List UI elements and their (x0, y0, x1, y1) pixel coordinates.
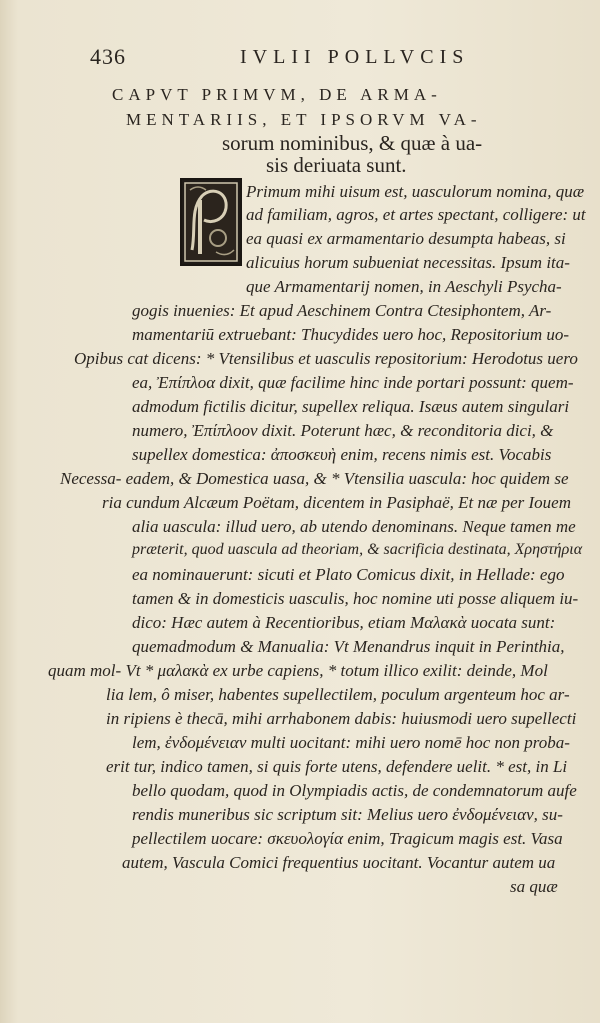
body-line-23: in ripiens è thecā, mihi arrhabonem dabis: huiusmodi uero supellecti (106, 709, 577, 728)
body-line-7: mamentariū extruebant: Thucydides uero hoc, Repositorium uo- (132, 325, 570, 344)
page-number: 436 (90, 44, 126, 69)
body-line-17: ea nominauerunt: sicuti et Plato Comicus dixit, in Hellade: ego (132, 565, 565, 584)
body-line-20: quemadmodum & Manualia: Vt Menandrus inquit in Perinthia, (132, 637, 565, 656)
catchword: sa quæ (510, 877, 558, 896)
body-line-14: ria cundum Alcæum Poëtam, dicentem in Pasiphaë, Et næ per Iouem (102, 493, 571, 512)
body-line-9: ea, Ἐπίπλοα dixit, quæ facilime hinc inde portari possunt: quem- (132, 373, 574, 392)
body-line-11: numero, Ἐπίπλοον dixit. Poterunt hæc, & reconditoria dici, & (132, 421, 554, 440)
body-line-26: bello quodam, quod in Olympiadis actis, de condemnatorum aufe (132, 781, 577, 800)
body-line-18: tamen & in domesticis uasculis, hoc nomine uti posse aliquem iu- (132, 589, 579, 608)
chapter-heading-line-1: CAPVT PRIMVM, DE ARMA- (112, 85, 442, 104)
body-line-4: alicuius horum subueniat necessitas. Ipsum ita- (246, 253, 570, 272)
body-line-29: autem, Vascula Comici frequentius uocitant. Vocantur autem ua (122, 853, 556, 872)
body-line-12: supellex domestica: ἀποσκευὴ enim, recens nimis est. Vocabis (132, 445, 552, 464)
body-line-8: Opibus cat dicens: * Vtensilibus et uasculis repositorium: Herodotus uero (74, 349, 578, 368)
body-line-24: lem, ἐνδομένειαν multi uocitant: mihi uero nomē hoc non proba- (132, 733, 570, 752)
page-header (90, 44, 540, 70)
body-line-15: alia uascula: illud uero, ab utendo denominans. Neque tamen me (132, 517, 576, 536)
body-line-27: rendis muneribus sic scriptum sit: Melius uero ἐνδομένειαν, su- (132, 805, 563, 824)
initial-ornament-icon (182, 180, 240, 264)
body-line-16: præterit, quod uascula ad theoriam, & sacrificia destinata, Χρηστήρια (132, 541, 583, 558)
body-line-28: pellectilem uocare: σκευολογία enim, Tragicum magis est. Vasa (132, 829, 563, 848)
running-head: IVLII POLLVCIS (240, 46, 470, 68)
chapter-heading-line-2: MENTARIIS, ET IPSORVM VA- (126, 110, 482, 129)
body-line-21: quam mol- Vt * μαλακὰ ex urbe capiens, * totum illico exilit: deinde, Mol (48, 661, 548, 680)
body-line-6: gogis inuenies: Et apud Aeschinem Contra Ctesiphontem, Ar- (132, 301, 552, 320)
body-line-19: dico: Hæc autem à Recentioribus, etiam Μαλακὰ uocata sunt: (132, 613, 556, 632)
chapter-heading-line-3: sorum nominibus, & quæ à ua- (222, 131, 483, 155)
body-line-2: ad familiam, agros, et artes spectant, colligere: ut (246, 205, 586, 224)
body-line-3: ea quasi ex armamentario desumpta habeas, si (246, 229, 566, 248)
body-line-1: Primum mihi uisum est, uasculorum nomina, quæ (246, 182, 585, 201)
body-line-5: que Armamentarij nomen, in Aeschyli Psycha- (246, 277, 562, 296)
body-line-13: Necessa- eadem, & Domestica uasa, & * Vtensilia uascula: hoc quidem se (60, 469, 569, 488)
body-line-25: erit tur, indico tamen, si quis forte utens, defendere uelit. * est, in Li (106, 757, 568, 776)
body-line-10: admodum fictilis dicitur, supellex reliqua. Isæus autem singulari (132, 397, 570, 416)
body-line-22: lia lem, ô miser, habentes supellectilem, poculum argenteum hoc ar- (106, 685, 570, 704)
chapter-heading-line-4: sis deriuata sunt. (266, 153, 407, 177)
decorated-initial (180, 178, 242, 266)
